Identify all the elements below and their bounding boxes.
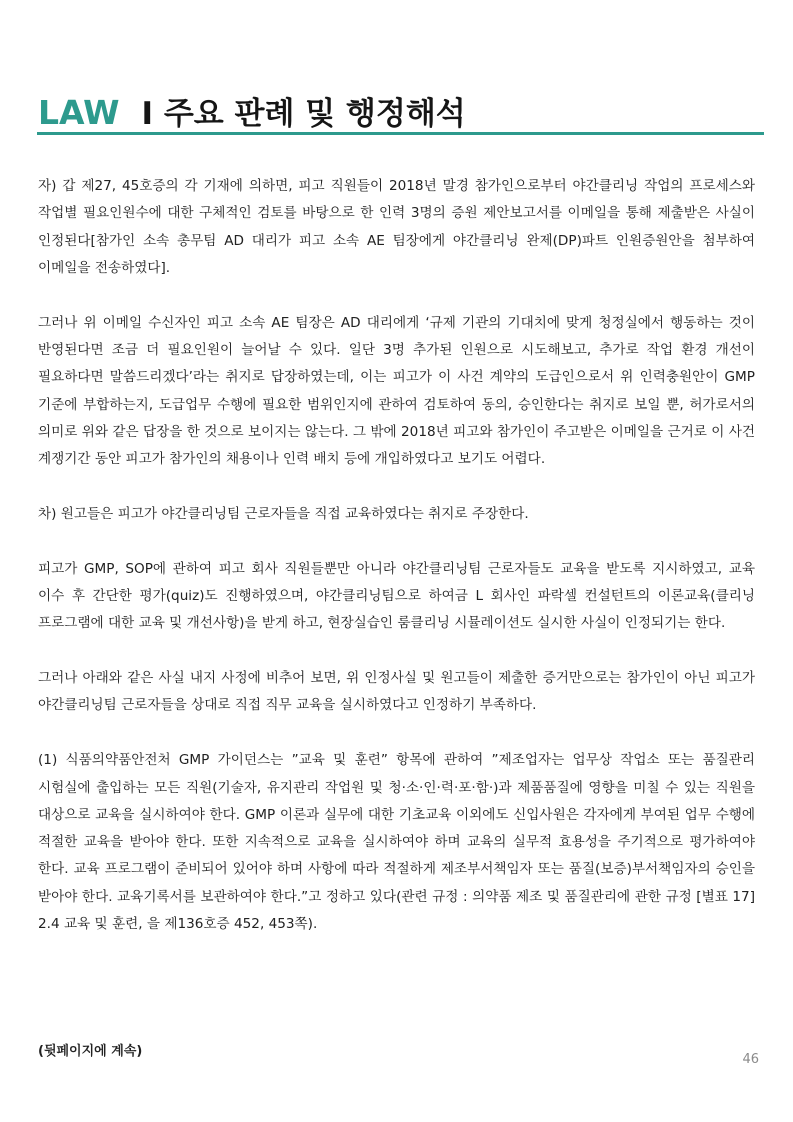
- page-header: [38, 88, 764, 130]
- page-number: 46: [742, 1052, 759, 1067]
- header-divider: [37, 132, 764, 135]
- continued-note: (뒷페이지에 계속): [38, 1044, 143, 1059]
- paragraph-ja-rebuttal: 그러나 위 이메일 수신자인 피고 소속 AE 팀장은 AD 대리에게 ‘규제 기관의 기대치에 맞게 청정실에서 행동하는 것이 반영된다면 조금 더 필요인원이 늘어날 수 있다. 일단 3명 추가된 인원으로 시도해보고, 추가로 작업 환경 개선이 필요하다면 말씀드리겠다’라는 취지로 답장하였는데, 이는 피고가 이 사건 계약의 도급인으로서 위 인력충원안이 GMP 기준에 부합하는지, 도급업무 수행에 필요한 범위인지에 관하여 검토하여 동의, 승인한다는 취지로 보일 뿐, 허가로서의 의미로 위와 같은 답장을 한 것으로 보이지는 않는다. 그 밖에 2018년 피고와 참가인이 주고받은 이메일을 근거로 이 사건 계쟁기간 동안 피고가 참가인의 채용이나 인력 배치 등에 개입하였다고 보기도 어렵다.: [38, 314, 755, 468]
- paragraph-ja: 자) 갑 제27, 45호증의 각 기재에 의하면, 피고 직원들이 2018년 말경 참가인으로부터 야간클리닝 작업의 프로세스와 작업별 필요인원수에 대한 구체적인 검토를 바탕으로 한 인력 3명의 증원 제안보고서를 이메일을 통해 제출받은 사실이 인정된다[참가인 소속 총무팀 AD 대리가 피고 소속 AE 팀장에게 야간클리닝 완제(DP)파트 인원증원안을 첨부하여 이메일을 전송하였다].: [38, 178, 755, 276]
- paragraph-gmp-guidance: (1) 식품의약품안전처 GMP 가이던스는 ”교육 및 훈련” 항목에 관하여 ”제조업자는 업무상 작업소 또는 품질관리 시험실에 출입하는 모든 직원(기술자, 유지관리 작업원 및 청·소·인·력·포·함·)과 제품품질에 영향을 미칠 수 있는 직원을 대상으로 교육을 실시하여야 한다. GMP 이론과 실무에 대한 기초교육 이외에도 신입사원은 각자에게 부여된 업무 수행에 적절한 교육을 받아야 한다. 또한 지속적으로 교육을 실시하여야 하며 교육의 실무적 효용성을 주기적으로 평가하여야 한다. 교육 프로그램이 준비되어 있어야 하며 사항에 따라 적절하게 제조부서책임자 또는 품질(보증)부서책임자의 승인을 받아야 한다. 교육기록서를 보관하여야 한다.”고 정하고 있다(관련 규정 : 의약품 제조 및 품질관리에 관한 규정 [별표 17] 2.4 교육 및 훈련, 을 제136호증 452, 453쪽).: [38, 752, 755, 933]
- paragraph-cha: 차) 원고들은 피고가 야간클리닝팀 근로자들을 직접 교육하였다는 취지로 주장한다.: [38, 505, 529, 522]
- page-title: I 주요 판례 및 행정해석: [141, 96, 466, 132]
- body-text: [38, 173, 755, 966]
- section-label: LAW: [38, 93, 120, 132]
- paragraph-cha-conclusion: 그러나 아래와 같은 사실 내지 사정에 비추어 보면, 위 인정사실 및 원고들이 제출한 증거만으로는 참가인이 아닌 피고가 야간클리닝팀 근로자들을 상대로 직접 직무 교육을 실시하였다고 인정하기 부족하다.: [38, 670, 755, 714]
- paragraph-cha-facts: 피고가 GMP, SOP에 관하여 피고 회사 직원들뿐만 아니라 야간클리닝팀 근로자들도 교육을 받도록 지시하였고, 교육 이수 후 간단한 평가(quiz)도 진행하였으며, 야간클리닝팀으로 하여금 L 회사인 파락셀 컨설턴트의 이론교육(클리닝 프로그램에 대한 교육 및 개선사항)을 받게 하고, 현장실습인 룸클리닝 시뮬레이션도 실시한 사실이 인정되기는 한다.: [38, 560, 755, 632]
